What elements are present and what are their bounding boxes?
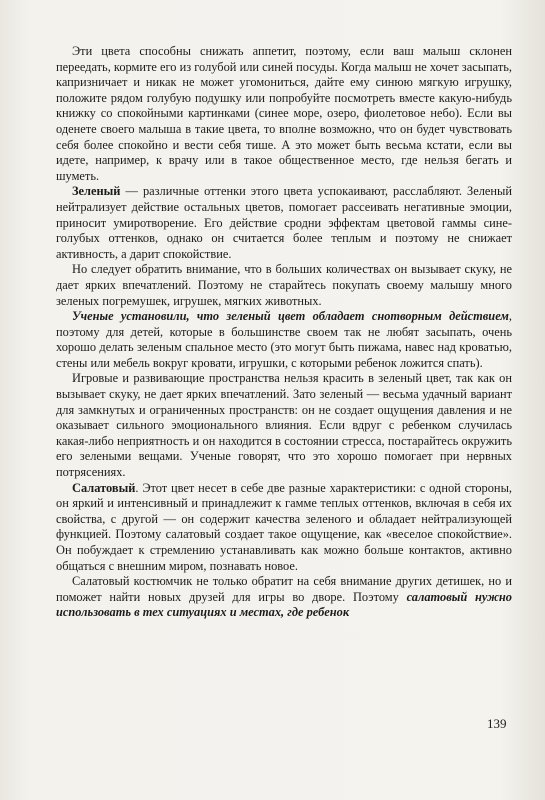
term-lettuce-green: Салатовый — [72, 480, 136, 495]
paragraph-6 — [56, 481, 512, 575]
emphasis-scientists: Ученые установили, что зеленый цвет обладает снотворным действием — [72, 309, 509, 324]
paragraph-6-text: . Этот цвет несет в себе две разные характеристики: с одной стороны, он яркий и интенсивный и принадлежит к гамме теплых оттенков, включая в себя их свойства, с другой — он содержит качества зеленого и обладает нейтрализующей функцией. Поэтому салатовый создает такое ощущение, как «веселое спокойствие». Он побуждает к стремлению устанавливать как можно больше контактов, активно общаться с внешним миром, познавать новое. — [56, 480, 512, 573]
paragraph-2-text: — различные оттенки этого цвета успокаивают, расслабляют. Зеленый нейтрализует действие остальных цветов, помогает рассеивать негативные эмоции, приносит умиротворение. Его действие сродни эффектам цветовой гаммы сине-голубых оттенков, однако он считается более теплым и поэтому не снижает активность, а дарит спокойствие. — [56, 184, 512, 261]
paragraph-1: Эти цвета способны снижать аппетит, поэтому, если ваш малыш склонен переедать, кормите его из голубой или синей посуды. Когда малыш не хочет засыпать, капризничает и никак не может угомониться, дайте ему синюю мягкую игрушку, положите рядом голубую подушку или попробуйте посмотреть вместе какую-нибудь книжку со спокойными картинками (синее море, озеро, фиолетовое небо). Если вы оденете своего малыша в такие цвета, то вполне возможно, что он будет чувствовать себя более спокойно и вести себя тише. А это может быть весьма кстати, если вы идете, например, к врачу или в такое общественное место, где нельзя бегать и шуметь. — [56, 44, 512, 183]
paragraph-5: Игровые и развивающие пространства нельзя красить в зеленый цвет, так как он вызывает скуку, не дает ярких впечатлений. Зато зеленый — весьма удачный вариант для замкнутых и ограниченных пространств: он не создает ощущения давления и не оказывает сильного эмоционального влияния. Если вдруг с ребенком случилась какая-либо неприятность и он находится в состоянии стресса, постарайтесь окружить его зелеными вещами. Ученые говорят, что это хорошо помогает при нервных потрясениях. — [56, 371, 512, 480]
emphasis-lettuce-green: салатовый нужно использовать в тех ситуациях и местах, где ребенок — [56, 589, 512, 620]
paragraph-3: Но следует обратить внимание, что в больших количествах он вызывает скуку, не дает ярких впечатлений. Поэтому не старайтесь покупать своему малышу много зеленых погремушек, игрушек, мягких животных. — [56, 262, 512, 308]
page-number: 139 — [487, 716, 507, 731]
paragraph-4 — [56, 309, 512, 371]
body-text — [56, 44, 512, 621]
paragraph-7 — [56, 574, 512, 621]
paragraph-7-text: Салатовый костюмчик не только обратит на себя внимание других детишек, но и поможет найти новых друзей для игры во дворе. Поэтому — [56, 574, 512, 604]
term-green: Зеленый — [72, 184, 121, 199]
paragraph-4-text: , поэтому для детей, которые в большинстве своем так не любят засыпать, очень хорошо делать зеленым спальное место (это могут быть пижама, навес над кроватью, стены или мебель вокруг кровати, игрушки, с которыми ребенок ложится спать). — [56, 309, 512, 370]
paragraph-2 — [56, 184, 512, 262]
